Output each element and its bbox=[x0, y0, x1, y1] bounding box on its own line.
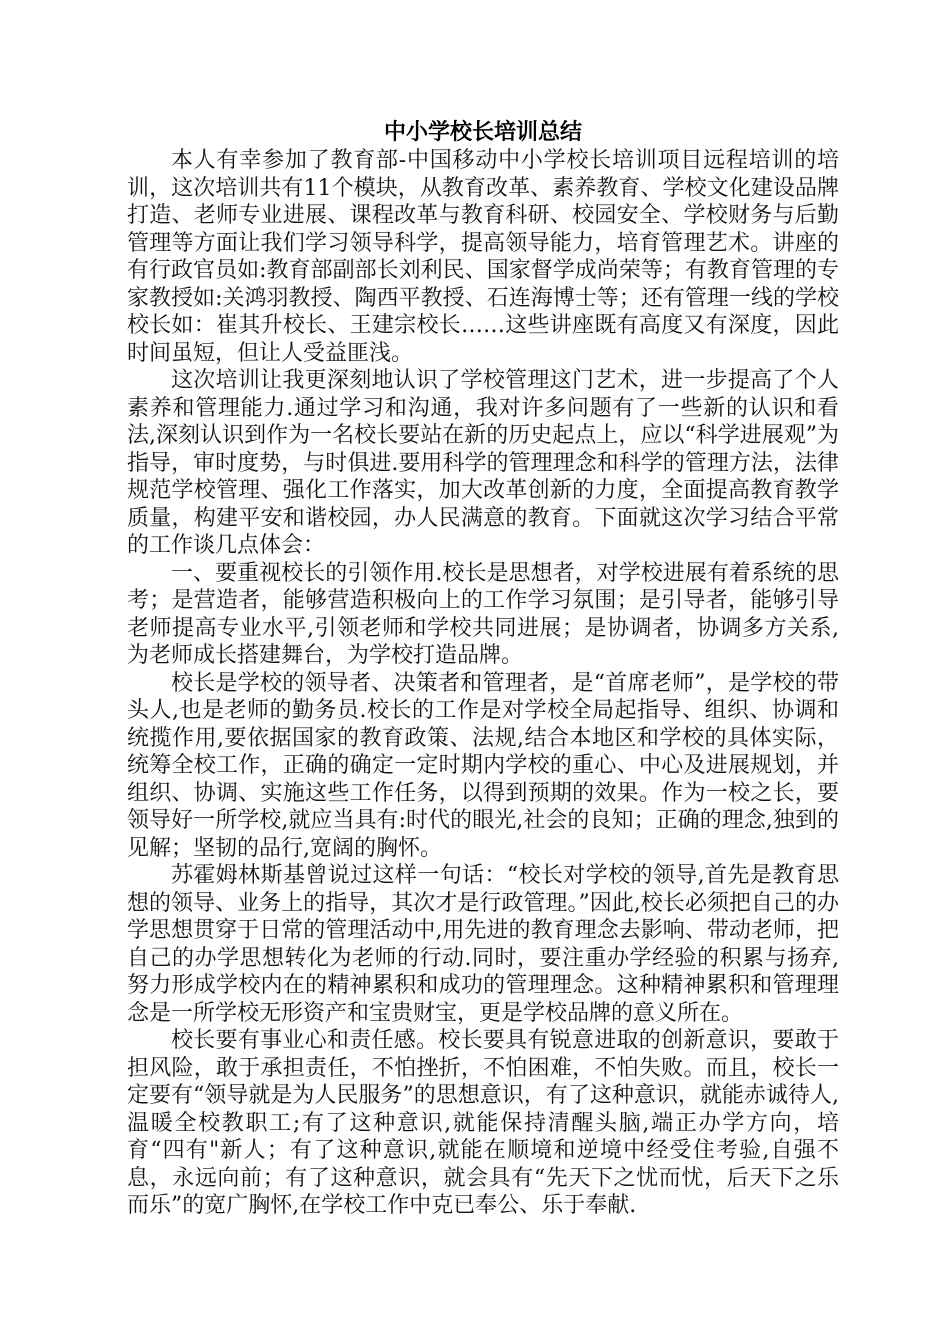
paragraph-sukhomlinsky-quote: 苏霍姆林斯基曾说过这样一句话：“校长对学校的领导,首先是教育思想的领导、业务上的指导，其次才是行政管理。”因此,校长必须把自己的办学思想贯穿于日常的管理活动中,用先进的教育理念去影响、带动老师，把自己的办学思想转化为老师的行动.同时，要注重办学经验的积累与扬弃,努力形成学校内在的精神累积和成功的管理理念。这种精神累积和管理理念是一所学校无形资产和宝贵财宝，更是学校品牌的意义所在。 bbox=[127, 863, 839, 1026]
paragraph-principal-duties: 校长是学校的领导者、决策者和管理者，是“首席老师”，是学校的带头人,也是老师的勤务员.校长的工作是对学校全局起指导、组织、协调和统揽作用,要依据国家的教育政策、法规,结合本地区和学校的具体实际，统筹全校工作，正确的确定一定时期内学校的重心、中心及进展规划，并组织、协调、实施这些工作任务，以得到预期的效果。作为一校之长，要领导好一所学校,就应当具有:时代的眼光,社会的良知；正确的理念,独到的见解；坚韧的品行,宽阔的胸怀。 bbox=[127, 670, 839, 861]
paragraph-training-insight: 这次培训让我更深刻地认识了学校管理这门艺术，进一步提高了个人素养和管理能力.通过学习和沟通，我对许多问题有了一些新的认识和看法,深刻认识到作为一名校长要站在新的历史起点上，应以“科学进展观”为指导，审时度势，与时俱进.要用科学的管理理念和科学的管理方法，法律规范学校管理、强化工作落实，加大改革创新的力度，全面提高教育教学质量，构建平安和谐校园，办人民满意的教育。下面就这次学习结合平常的工作谈几点体会： bbox=[127, 368, 839, 558]
document-title: 中小学校长培训总结 bbox=[383, 120, 582, 145]
paragraph-principal-role: 一、要重视校长的引领作用.校长是思想者，对学校进展有着系统的思考；是营造者，能够营造积极向上的工作学习氛围；是引导者，能够引导老师提高专业水平,引领老师和学校共同进展；是协调者，协调多方关系,为老师成长搭建舞台，为学校打造品牌。 bbox=[127, 560, 839, 668]
paragraph-intro: 本人有幸参加了教育部-中国移动中小学校长培训项目远程培训的培训，这次培训共有11个模块，从教育改革、素养教育、学校文化建设品牌打造、老师专业进展、课程改革与教育科研、校园安全、学校财务与后勤管理等方面让我们学习领导科学，提高领导能力，培育管理艺术。讲座的有行政官员如:教育部副部长刘利民、国家督学成尚荣等；有教育管理的专家教授如:关鸿羽教授、陶西平教授、石连海博士等；还有管理一线的学校校长如：崔其升校长、王建宗校长……这些讲座既有高度又有深度，因此时间虽短，但让人受益匪浅。 bbox=[127, 148, 839, 366]
document-page bbox=[127, 119, 839, 1220]
paragraph-responsibility: 校长要有事业心和责任感。校长要具有锐意进取的创新意识，要敢于担风险，敢于承担责任，不怕挫折，不怕困难，不怕失败。而且，校长一定要有“领导就是为人民服务”的思想意识，有了这种意识，就能赤诚待人,温暖全校教职工;有了这种意识,就能保持清醒头脑,端正办学方向，培育“四有"新人；有了这种意识,就能在顺境和逆境中经受住考验,自强不息，永远向前；有了这种意识，就会具有“先天下之忧而忧，后天下之乐而乐”的宽广胸怀,在学校工作中克已奉公、乐于奉献. bbox=[127, 1028, 839, 1218]
